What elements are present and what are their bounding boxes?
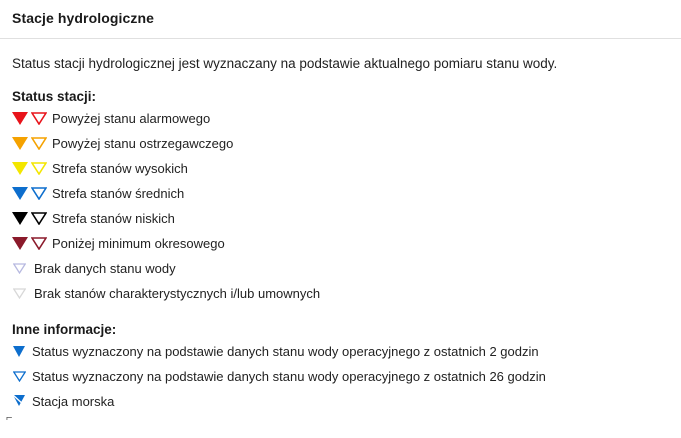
triangle-filled-icon <box>12 112 28 125</box>
info-legend-item <box>12 389 681 414</box>
triangle-outline-icon <box>13 371 26 382</box>
triangle-outline-icon <box>31 212 47 225</box>
legend-item-icons <box>12 187 52 200</box>
info-legend-item-icon <box>12 346 32 357</box>
legend-item-label: Strefa stanów wysokich <box>52 160 188 176</box>
info-legend-item-label: Stacja morska <box>32 393 115 409</box>
triangle-filled-icon <box>12 237 28 250</box>
triangle-outline-icon <box>31 237 47 250</box>
triangle-outline-icon <box>31 112 47 125</box>
legend-item <box>12 156 681 181</box>
info-legend-item <box>12 364 681 389</box>
info-section-heading: Inne informacje: <box>12 321 117 337</box>
legend-item <box>12 256 681 281</box>
legend-item-label: Poniżej minimum okresowego <box>52 235 225 251</box>
legend-item-label: Strefa stanów średnich <box>52 185 185 201</box>
triangle-filled-icon <box>12 212 28 225</box>
intro-text: Status stacji hydrologicznej jest wyznaczany na podstawie aktualnego pomiaru stanu wody. <box>12 56 558 71</box>
legend-item <box>12 281 681 306</box>
triangle-filled-icon <box>12 187 28 200</box>
legend-item <box>12 106 681 131</box>
legend-item <box>12 206 681 231</box>
info-legend-item-label: Status wyznaczony na podstawie danych stanu wody operacyjnego z ostatnich 2 godzin <box>32 343 539 359</box>
triangle-outline-icon <box>13 263 26 274</box>
legend-item-icons <box>12 237 52 250</box>
legend-item-label: Powyżej stanu alarmowego <box>52 110 211 126</box>
info-legend-list <box>0 339 681 414</box>
info-legend-item-label: Status wyznaczony na podstawie danych stanu wody operacyjnego z ostatnich 26 godzin <box>32 368 546 384</box>
status-legend-list <box>0 106 681 306</box>
legend-item-icons <box>12 263 34 274</box>
info-legend-item-icon <box>12 394 32 408</box>
legend-item-label: Strefa stanów niskich <box>52 210 175 226</box>
legend-item-icons <box>12 212 52 225</box>
triangle-filled-icon <box>13 346 25 357</box>
triangle-filled-icon <box>12 162 28 175</box>
legend-item <box>12 181 681 206</box>
legend-item-icons <box>12 288 34 299</box>
page-title: Stacje hydrologiczne <box>12 10 155 26</box>
legend-item-label: Brak danych stanu wody <box>34 260 176 276</box>
legend-item-icons <box>12 162 52 175</box>
sea-station-icon <box>12 394 26 408</box>
status-section-heading: Status stacji: <box>12 88 97 104</box>
legend-item-label: Powyżej stanu ostrzegawczego <box>52 135 234 151</box>
legend-item-icons <box>12 137 52 150</box>
info-legend-item-icon <box>12 371 32 382</box>
triangle-outline-icon <box>13 288 26 299</box>
triangle-outline-icon <box>31 187 47 200</box>
info-legend-item <box>12 339 681 364</box>
triangle-outline-icon <box>31 137 47 150</box>
legend-item <box>12 231 681 256</box>
legend-item-icons <box>12 112 52 125</box>
mouse-cursor: ⌐ <box>6 412 13 424</box>
legend-item <box>12 131 681 156</box>
triangle-outline-icon <box>31 162 47 175</box>
triangle-filled-icon <box>12 137 28 150</box>
legend-item-label: Brak stanów charakterystycznych i/lub umownych <box>34 285 321 301</box>
